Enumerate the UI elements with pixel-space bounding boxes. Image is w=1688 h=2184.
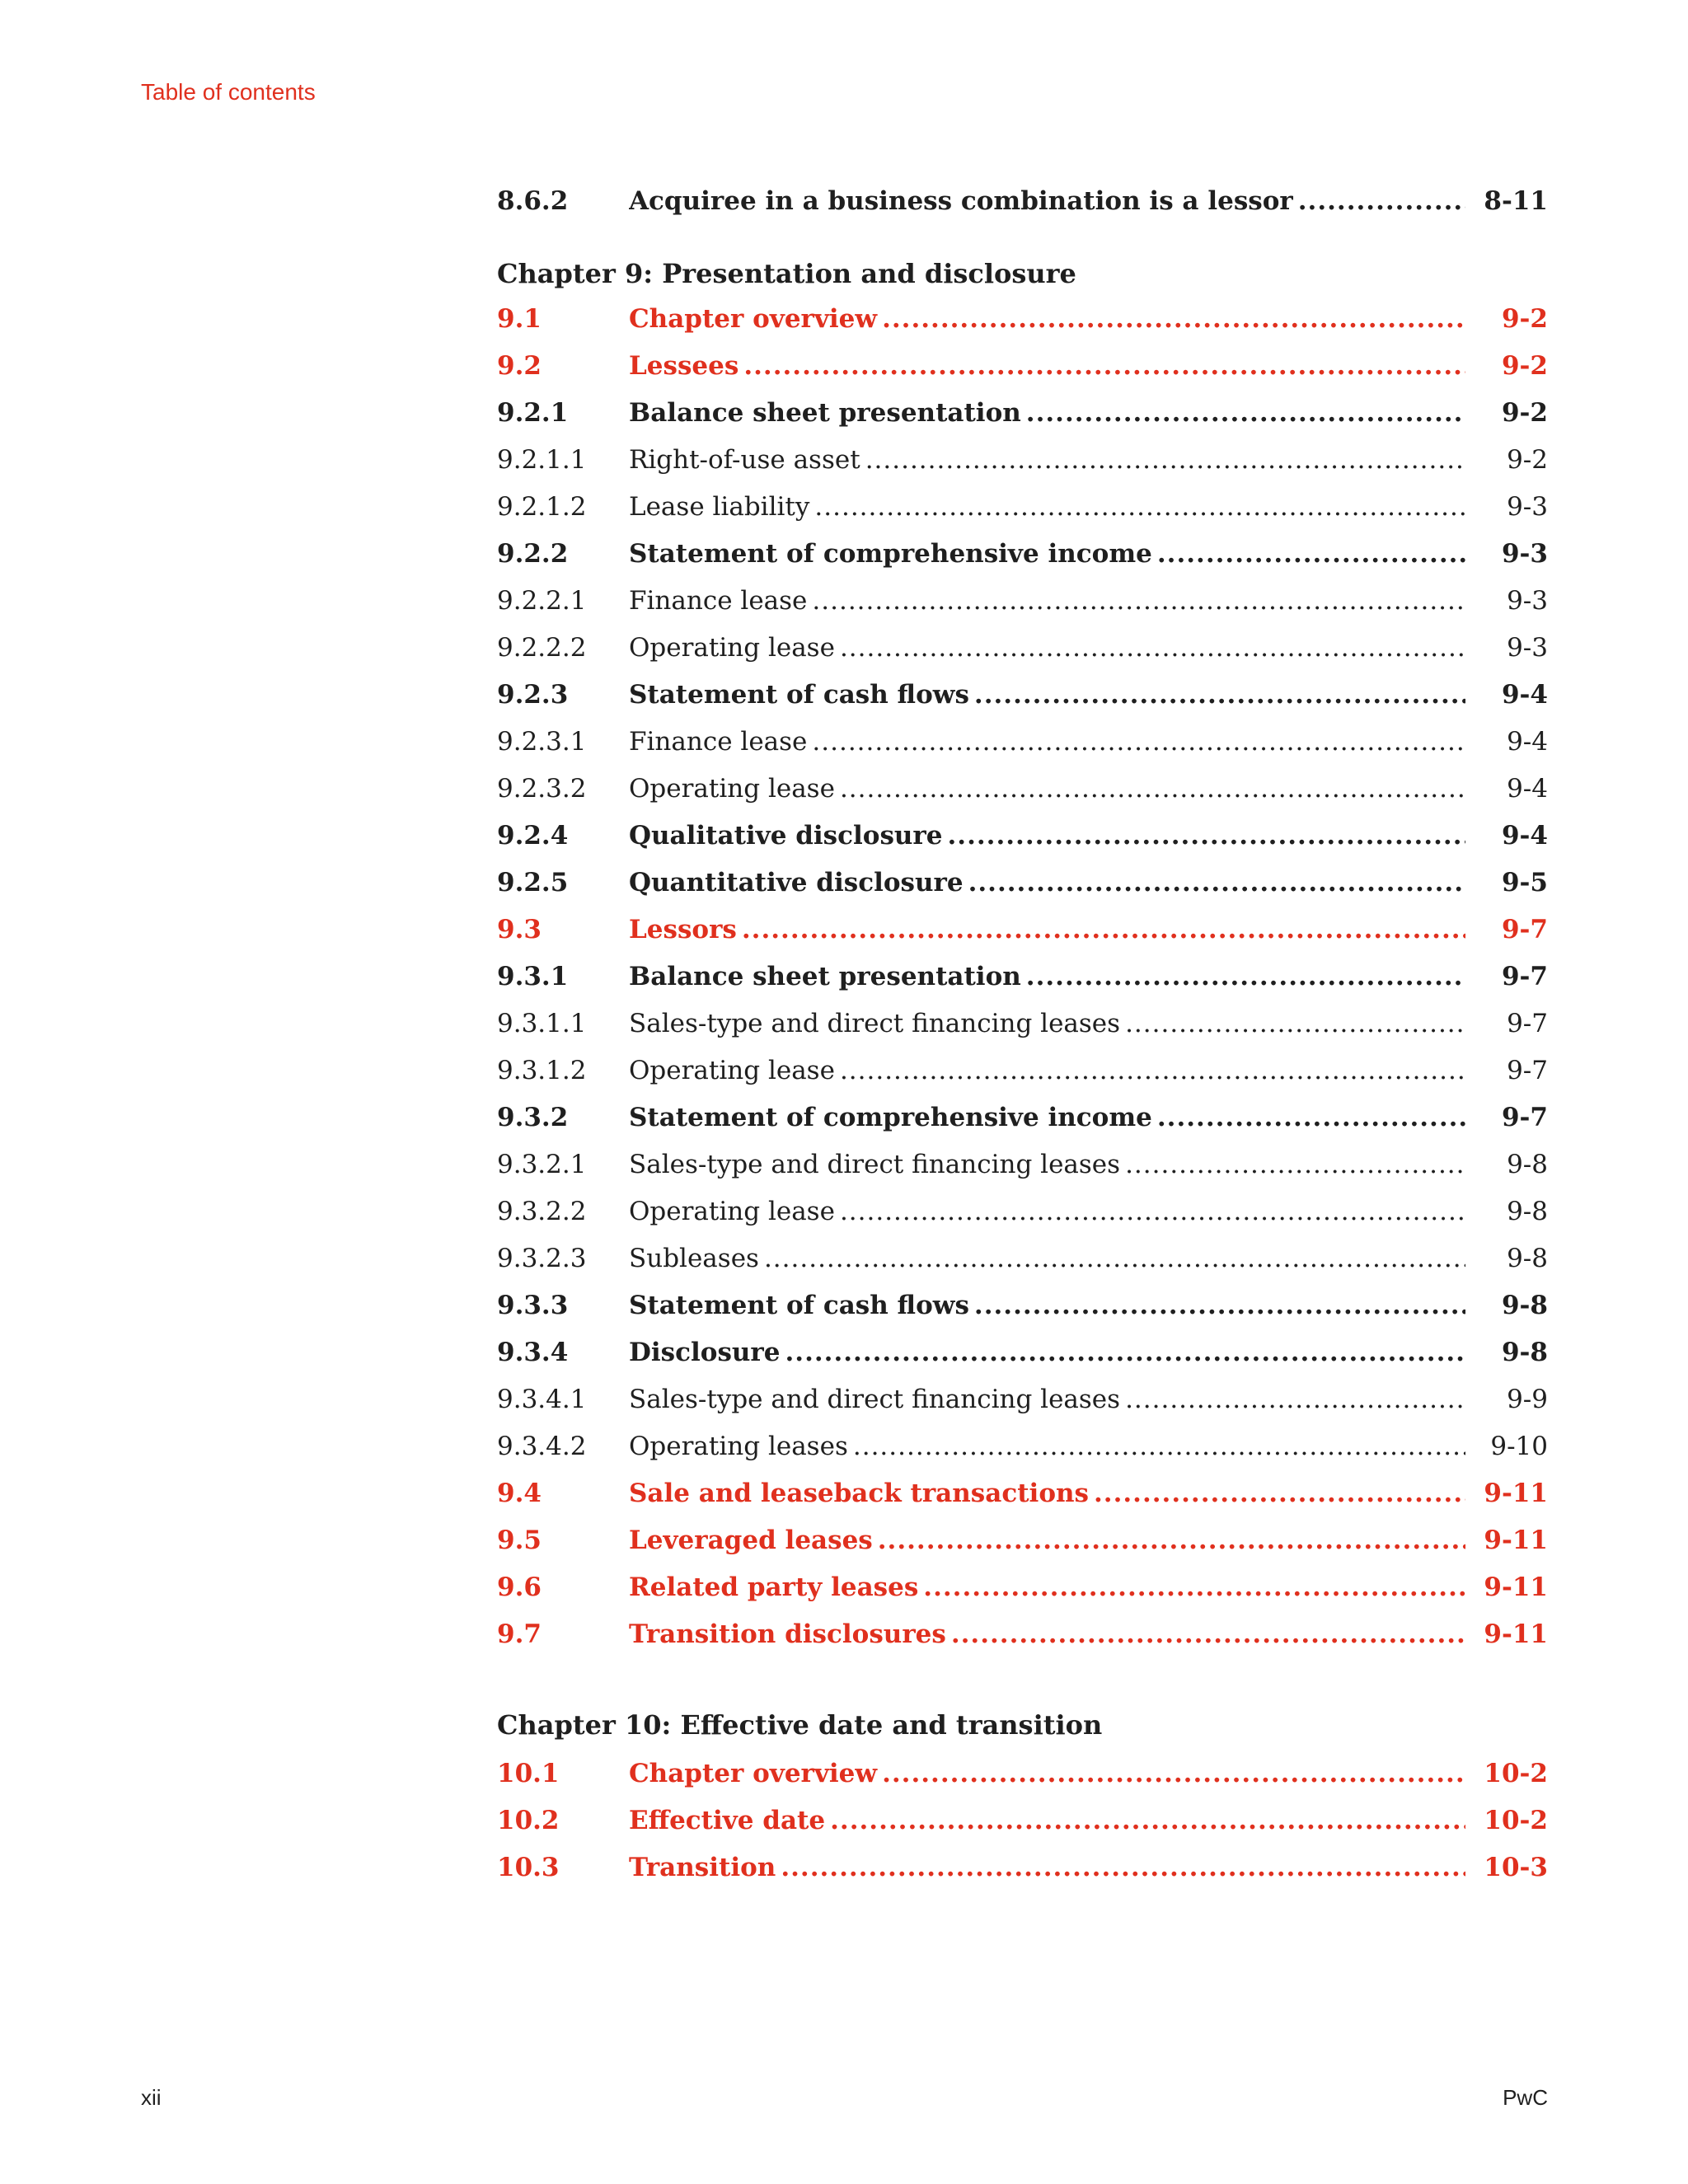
toc-entry-9-2-3-1[interactable]: [497, 727, 1548, 774]
dot-leader: [812, 727, 1465, 757]
dot-leader: [812, 586, 1465, 616]
toc-entry-9-3-1-2[interactable]: [497, 1056, 1548, 1103]
toc-entry-number: 10.1: [497, 1759, 560, 1788]
toc-entry-page: 9-7: [1501, 915, 1548, 944]
toc-entry-title: Sales-type and direct financing leases: [629, 1150, 1121, 1179]
toc-entry-9-3[interactable]: [497, 915, 1548, 962]
toc-entry-title: Operating lease: [629, 633, 835, 663]
toc-entry-9-3-2[interactable]: [497, 1103, 1548, 1150]
toc-entry-number: 9.2.2.1: [497, 586, 587, 616]
toc-entry-title: Operating leases: [629, 1432, 848, 1461]
toc-entry-number: 9.2: [497, 351, 542, 381]
dot-leader: [764, 1244, 1465, 1273]
toc-entry-9-3-4-2[interactable]: [497, 1432, 1548, 1479]
toc-entry-page: 9-7: [1507, 1009, 1548, 1038]
dot-leader: [840, 1197, 1465, 1226]
toc-entry-number: 9.3.2: [497, 1103, 569, 1132]
dot-leader: [840, 1056, 1465, 1085]
toc-entry-9-3-2-2[interactable]: [497, 1197, 1548, 1244]
toc-entry-9-3-1-1[interactable]: [497, 1009, 1548, 1056]
dot-leader: [1026, 962, 1465, 991]
toc-entry-title: Statement of cash flows: [629, 680, 969, 710]
toc-entry-page: 9-8: [1507, 1150, 1548, 1179]
dot-leader: [1026, 398, 1465, 428]
toc-entry-page: 9-7: [1501, 1103, 1548, 1132]
toc-entry-number: 9.3.4.1: [497, 1385, 587, 1414]
dot-leader: [1157, 539, 1465, 569]
dot-leader: [882, 1759, 1465, 1788]
toc-entry-page: 10-2: [1484, 1759, 1548, 1788]
chapter-9-heading: Chapter 9: Presentation and disclosure: [497, 257, 1076, 289]
toc-entry-title: Lessors: [629, 915, 737, 944]
dot-leader: [865, 445, 1465, 475]
toc-entry-9-2-1[interactable]: [497, 398, 1548, 445]
toc-entry-8-6-2[interactable]: [497, 186, 1548, 242]
toc-entry-number: 9.3.2.2: [497, 1197, 587, 1226]
dot-leader: [742, 915, 1465, 944]
toc-entry-number: 9.3.4.2: [497, 1432, 587, 1461]
toc-entry-page: 9-2: [1507, 445, 1548, 475]
chapter-10-heading: Chapter 10: Effective date and transition: [497, 1709, 1103, 1741]
toc-entry-number: 9.2.1.1: [497, 445, 587, 475]
toc-entry-9-3-2-1[interactable]: [497, 1150, 1548, 1197]
toc-entry-page: 9-3: [1507, 586, 1548, 616]
dot-leader: [743, 351, 1465, 381]
toc-entry-10-2[interactable]: [497, 1806, 1548, 1853]
toc-entry-number: 9.2.2: [497, 539, 569, 569]
dot-leader: [1125, 1009, 1465, 1038]
toc-entry-title: Sales-type and direct financing leases: [629, 1385, 1121, 1414]
toc-entry-title: Transition disclosures: [629, 1619, 946, 1649]
toc-entry-number: 9.7: [497, 1619, 542, 1649]
toc-entry-number: 9.3.1: [497, 962, 569, 991]
toc-entry-9-3-2-3[interactable]: [497, 1244, 1548, 1291]
toc-entry-10-1[interactable]: [497, 1759, 1548, 1806]
toc-entry-9-2-3[interactable]: [497, 680, 1548, 727]
toc-entry-number: 10.2: [497, 1806, 560, 1835]
toc-entry-9-6[interactable]: [497, 1572, 1548, 1619]
toc-entry-title: Effective date: [629, 1806, 826, 1835]
toc-entry-page: 9-10: [1490, 1432, 1548, 1461]
toc-entry-page: 9-11: [1484, 1526, 1548, 1555]
dot-leader: [1298, 186, 1465, 216]
toc-entry-page: 9-8: [1501, 1291, 1548, 1320]
toc-entry-page: 9-7: [1507, 1056, 1548, 1085]
dot-leader: [853, 1432, 1465, 1461]
toc-entry-page: 9-3: [1507, 492, 1548, 522]
dot-leader: [878, 1526, 1465, 1555]
toc-entry-9-7[interactable]: [497, 1619, 1548, 1666]
toc-entry-9-1[interactable]: [497, 304, 1548, 351]
toc-entry-page: 9-4: [1507, 774, 1548, 804]
toc-entry-title: Leveraged leases: [629, 1526, 873, 1555]
toc-entry-number: 9.1: [497, 304, 542, 334]
toc-entry-number: 9.6: [497, 1572, 542, 1602]
dot-leader: [948, 821, 1466, 851]
toc-entry-number: 9.2.3.2: [497, 774, 587, 804]
toc-entry-title: Acquiree in a business combination is a lessor: [629, 186, 1293, 216]
toc-entry-title: Operating lease: [629, 1056, 835, 1085]
toc-entry-number: 9.2.1.2: [497, 492, 587, 522]
toc-entry-9-2-1-1[interactable]: [497, 445, 1548, 492]
toc-entry-page: 9-4: [1501, 680, 1548, 710]
dot-leader: [1157, 1103, 1465, 1132]
toc-entry-number: 9.3.4: [497, 1338, 569, 1367]
dot-leader: [781, 1853, 1465, 1882]
toc-entry-title: Qualitative disclosure: [629, 821, 943, 851]
toc-entry-title: Finance lease: [629, 586, 808, 616]
toc-entry-9-3-4-1[interactable]: [497, 1385, 1548, 1432]
toc-entry-title: Sale and leaseback transactions: [629, 1479, 1089, 1508]
toc-entry-number: 9.3.1.1: [497, 1009, 587, 1038]
toc-entry-title: Sales-type and direct financing leases: [629, 1009, 1121, 1038]
toc-entry-title: Related party leases: [629, 1572, 919, 1602]
brand-footer: PwC: [1503, 2085, 1548, 2110]
toc-entry-number: 9.2.4: [497, 821, 569, 851]
toc-entry-title: Finance lease: [629, 727, 808, 757]
toc-entry-10-3[interactable]: [497, 1853, 1548, 1900]
toc-entry-title: Statement of comprehensive income: [629, 539, 1152, 569]
dot-leader: [1125, 1150, 1465, 1179]
toc-entry-9-3-3[interactable]: [497, 1291, 1548, 1338]
toc-entry-9-2-3-2[interactable]: [497, 774, 1548, 821]
toc-entry-9-3-1[interactable]: [497, 962, 1548, 1009]
toc-entry-title: Right-of-use asset: [629, 445, 860, 475]
toc-entry-title: Balance sheet presentation: [629, 398, 1021, 428]
dot-leader: [974, 680, 1465, 710]
toc-entry-title: Balance sheet presentation: [629, 962, 1021, 991]
toc-entry-page: 10-2: [1484, 1806, 1548, 1835]
toc-entry-number: 10.3: [497, 1853, 560, 1882]
toc-entry-page: 9-2: [1501, 398, 1548, 428]
dot-leader: [830, 1806, 1465, 1835]
toc-entry-page: 9-3: [1507, 633, 1548, 663]
toc-entry-number: 9.3.2.3: [497, 1244, 587, 1273]
toc-entry-title: Transition: [629, 1853, 776, 1882]
toc-entry-number: 9.2.2.2: [497, 633, 587, 663]
toc-entry-page: 9-8: [1507, 1197, 1548, 1226]
toc-entry-number: 9.3.2.1: [497, 1150, 587, 1179]
toc-entry-9-2-5[interactable]: [497, 868, 1548, 915]
toc-entry-number: 9.3: [497, 915, 542, 944]
dot-leader: [923, 1572, 1465, 1602]
toc-entry-9-3-4[interactable]: [497, 1338, 1548, 1385]
dot-leader: [840, 633, 1465, 663]
dot-leader: [974, 1291, 1465, 1320]
toc-entry-page: 9-3: [1501, 539, 1548, 569]
toc-entry-title: Lessees: [629, 351, 739, 381]
toc-entry-number: 9.3.3: [497, 1291, 569, 1320]
toc-entry-page: 9-2: [1501, 351, 1548, 381]
dot-leader: [785, 1338, 1466, 1367]
toc-entry-9-5[interactable]: [497, 1526, 1548, 1572]
toc-entry-9-2-1-2[interactable]: [497, 492, 1548, 539]
toc-entry-title: Subleases: [629, 1244, 759, 1273]
toc-entry-page: 9-4: [1501, 821, 1548, 851]
toc-entry-title: Statement of comprehensive income: [629, 1103, 1152, 1132]
toc-entry-page: 8-11: [1484, 186, 1548, 216]
toc-entry-page: 9-5: [1501, 868, 1548, 898]
toc-entry-9-2[interactable]: [497, 351, 1548, 398]
toc-entry-9-2-4[interactable]: [497, 821, 1548, 868]
toc-entry-page: 9-11: [1484, 1572, 1548, 1602]
dot-leader: [1094, 1479, 1465, 1508]
toc-entry-title: Operating lease: [629, 1197, 835, 1226]
page-number: xii: [141, 2085, 162, 2110]
toc-entry-number: 8.6.2: [497, 186, 569, 216]
toc-entry-number: 9.2.3.1: [497, 727, 587, 757]
toc-entry-9-2-2-2[interactable]: [497, 633, 1548, 680]
toc-entry-page: 10-3: [1484, 1853, 1548, 1882]
toc-entry-title: Chapter overview: [629, 1759, 878, 1788]
toc-entry-title: Quantitative disclosure: [629, 868, 964, 898]
toc-entry-number: 9.4: [497, 1479, 542, 1508]
toc-entry-page: 9-4: [1507, 727, 1548, 757]
toc-entry-9-2-2[interactable]: [497, 539, 1548, 586]
toc-entry-page: 9-11: [1484, 1619, 1548, 1649]
dot-leader: [1125, 1385, 1465, 1414]
toc-entry-9-4[interactable]: [497, 1479, 1548, 1526]
toc-entry-number: 9.2.1: [497, 398, 569, 428]
toc-entry-page: 9-8: [1501, 1338, 1548, 1367]
toc-entry-title: Operating lease: [629, 774, 835, 804]
toc-entry-page: 9-9: [1507, 1385, 1548, 1414]
toc-entry-number: 9.2.3: [497, 680, 569, 710]
toc-entry-title: Disclosure: [629, 1338, 781, 1367]
dot-leader: [882, 304, 1465, 334]
toc-entry-title: Chapter overview: [629, 304, 878, 334]
toc-entry-page: 9-7: [1501, 962, 1548, 991]
toc-entry-number: 9.5: [497, 1526, 542, 1555]
dot-leader: [814, 492, 1465, 522]
toc-entry-page: 9-2: [1501, 304, 1548, 334]
toc-entry-page: 9-11: [1484, 1479, 1548, 1508]
toc-entry-number: 9.3.1.2: [497, 1056, 587, 1085]
table-of-contents-link[interactable]: Table of contents: [141, 79, 316, 105]
toc-entry-page: 9-8: [1507, 1244, 1548, 1273]
toc-entry-number: 9.2.5: [497, 868, 569, 898]
toc-entry-title: Statement of cash flows: [629, 1291, 969, 1320]
dot-leader: [951, 1619, 1465, 1649]
toc-list: [497, 186, 1548, 1900]
dot-leader: [840, 774, 1465, 804]
toc-entry-9-2-2-1[interactable]: [497, 586, 1548, 633]
toc-entry-title: Lease liability: [629, 492, 810, 522]
dot-leader: [968, 868, 1465, 898]
